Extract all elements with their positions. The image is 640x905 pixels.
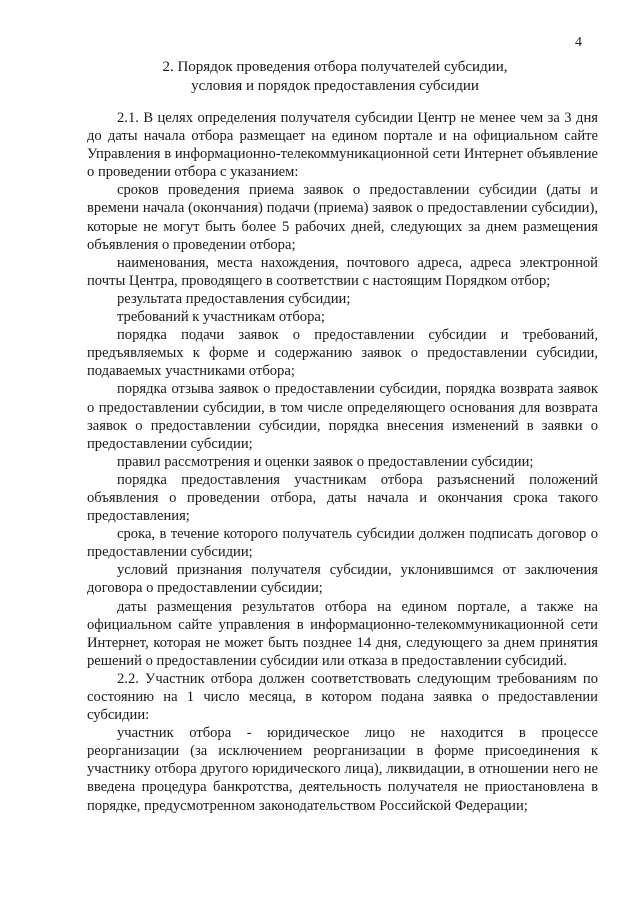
paragraph: требований к участникам отбора; [117,309,325,326]
paragraph: порядка отзыва заявок о предоставлении субсидии, порядка возврата заявок о предоставлении субсидии, в том числе определяющего основания для возврата заявок о предоставлении субсидии, порядка внесения изменений в заявки о предоставлении субсидии; [87,381,598,452]
paragraph: 2.1. В целях определения получателя субсидии Центр не менее чем за 3 дня до даты начала отбора размещает на едином портале и на официальном сайте Управления в информационно-телекоммуникационной сети Интернет объявление о проведении отбора с указанием: [87,110,598,181]
paragraph: наименования, места нахождения, почтового адреса, адреса электронной почты Центра, проводящего в соответствии с настоящим Порядком отбор; [87,254,598,289]
paragraph: участник отбора - юридическое лицо не находится в процессе реорганизации (за исключением реорганизации в форме присоединения к участнику отбора другого юридического лица), ликвидации, в отношении него не введена процедура банкротства, деятельность получателя не приостановлена в порядке, предусмотренном законодательством Российской Федерации; [87,725,598,814]
paragraph: порядка предоставления участникам отбора разъяснений положений объявления о проведении отбора, даты начала и окончания срока такого предоставления; [87,471,598,525]
section-heading-line: 2. Порядок проведения отбора получателей субсидии, [162,59,508,75]
paragraph: правил рассмотрения и оценки заявок о предоставлении субсидии; [117,453,534,470]
paragraph: результата предоставления субсидии; [117,290,351,307]
paragraph: условий признания получателя субсидии, уклонившимся от заключения договора о предоставлении субсидии; [87,562,598,597]
paragraph: сроков проведения приема заявок о предоставлении субсидии (даты и времени начала (окончания) подачи (приема) заявок о предоставлении субсидии), которые не могут быть более 5 рабочих дней, следующих за днем размещения объявления о проведении отбора; [87,182,598,253]
paragraph: порядка подачи заявок о предоставлении субсидии и требований, предъявляемых к форме и содержанию заявок о предоставлении субсидии, подаваемых участниками отбора; [87,327,598,380]
paragraph: срока, в течение которого получатель субсидии должен подписать договор о предоставлении субсидии; [87,526,598,561]
section-heading-line: условия и порядок предоставления субсидии [191,78,479,94]
paragraph: даты размещения результатов отбора на едином портале, а также на официальном сайте управления в информационно-телекоммуникационной сети Интернет, которая не может быть позднее 14 дня, следующего за днем принятия решений о предоставлении субсидии или отказа в предоставлении субсидий. [87,598,598,669]
section-heading [80,58,590,96]
page-number: 4 [575,35,582,50]
document-body [87,109,598,815]
paragraph: 2.2. Участник отбора должен соответствовать следующим требованиям по состоянию на 1 число месяца, в котором подана заявка о предоставлении субсидии: [87,670,598,724]
